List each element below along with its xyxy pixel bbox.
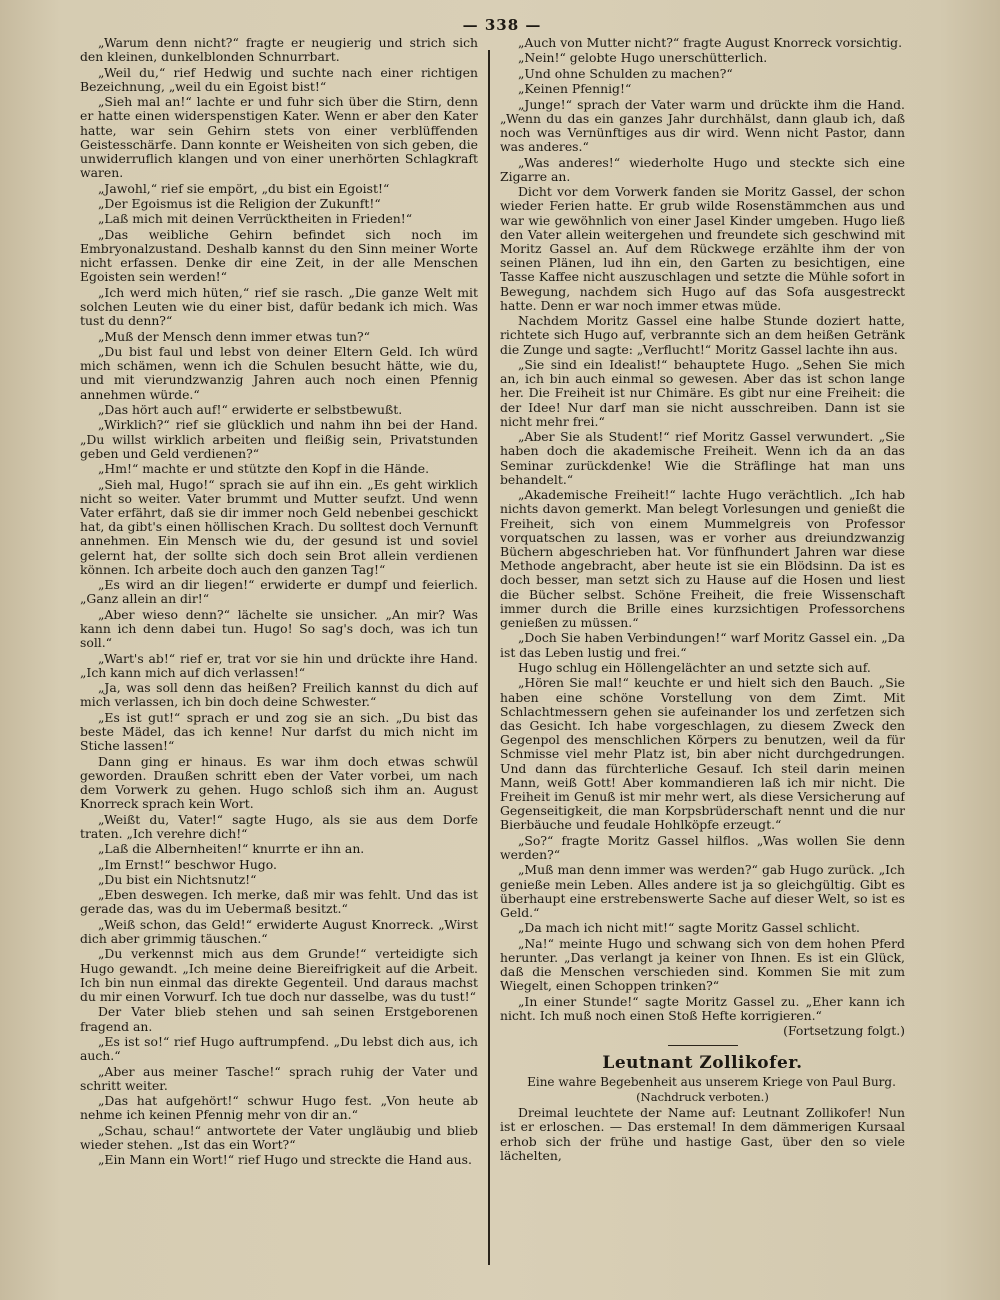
story-paragraph: „Sieh mal, Hugo!“ sprach sie auf ihn ein. „Es geht wirklich nicht so weiter. Vater brummt und Mutter seufzt. Und wenn Vater erfährt, daß sie dir immer noch Geld nebenbei geschickt hat, da gibt's einen höllischen Krach. Du solltest doch Vernunft annehmen. Ein Mensch wie du, der gesund ist und soviel gelernt hat, der sollte sich doch sein Brot allein verdienen können. Ich arbeite doch auch den ganzen Tag!“ <box>80 476 478 577</box>
story-paragraph: „Warum denn nicht?“ fragte er neugierig und strich sich den kleinen, dunkelblonden Schnurrbart. <box>80 36 478 65</box>
page-number: — 338 — <box>462 16 542 34</box>
story-paragraph: „Ja, was soll denn das heißen? Freilich kannst du dich auf mich verlassen, ich bin doch deine Schwester.“ <box>80 680 478 710</box>
story-paragraph: „Es wird an dir liegen!“ erwiderte er dumpf und feierlich. „Ganz allein an dir!“ <box>80 577 478 607</box>
article-subtitle: Eine wahre Begebenheit aus unserem Kriege von Paul Burg. <box>527 1075 896 1090</box>
story-paragraph: „Wirklich?“ rief sie glücklich und nahm ihn bei der Hand. „Du willst wirklich arbeiten und fleißig sein, Privatstunden geben und Geld verdienen?“ <box>80 417 478 461</box>
story-paragraph: Dann ging er hinaus. Es war ihm doch etwas schwül geworden. Draußen schritt eben der Vater vorbei, um nach dem Vorwerk zu gehen. Hugo schloß sich ihm an. August Knorreck sprach kein Wort. <box>80 753 478 812</box>
column-divider <box>488 50 490 1265</box>
story-paragraph: „Was anderes!“ wiederholte Hugo und steckte sich eine Zigarre an. <box>500 154 905 184</box>
story-paragraph: „Junge!“ sprach der Vater warm und drückte ihm die Hand. „Wenn du das ein ganzes Jahr durchhälst, dann glaub ich, daß noch was Vernünftiges aus dir wird. Wenn nicht Pastor, dann was anderes.“ <box>500 96 905 155</box>
story-continuation <box>500 36 905 1023</box>
story-paragraph: „Akademische Freiheit!“ lachte Hugo verächtlich. „Ich hab nichts davon gemerkt. Man belegt Vorlesungen und genießt die Freiheit, sich von einem Mummelgreis von Professor vorquatschen zu lassen, was er vorher aus dreiundzwanzig Büchern abgeschrieben hat. Vor fünfhundert Jahren war diese Methode angebracht, aber heute ist sie ein Blödsinn. Da ist es doch besser, man setzt sich zu Hause auf die Hosen und liest die Bücher selbst. Schöne Freiheit, die freie Wissenschaft immer durch die Brille eines kurzsichtigen Professorchens genießen zu müssen.“ <box>500 487 905 630</box>
story-paragraph: „Ich werd mich hüten,“ rief sie rasch. „Die ganze Welt mit solchen Leuten wie du einer bist, dafür bedank ich mich. Was tust du denn?“ <box>80 284 478 329</box>
reprint-note: (Nachdruck verboten.) <box>636 1090 769 1105</box>
story-paragraph: „Weiß schon, das Geld!“ erwiderte August Knorreck. „Wirst dich aber grimmig täuschen.“ <box>80 916 478 947</box>
story-paragraph: „Ein Mann ein Wort!“ rief Hugo und streckte die Hand aus. <box>98 1152 472 1168</box>
story-paragraph: „Im Ernst!“ beschwor Hugo. <box>98 856 277 872</box>
story-paragraph: „Das hat aufgehört!“ schwur Hugo fest. „Von heute ab nehme ich keinen Pfennig mehr von dir an.“ <box>80 1093 478 1123</box>
left-column <box>80 36 478 1286</box>
story-paragraph: „Sieh mal an!“ lachte er und fuhr sich über die Stirn, denn er hatte einen widerspenstigen Kater. Wenn er aber den Kater hatte, war sein Gehirn stets von einer verblüffenden Geistesschärfe. Dann konnte er Weisheiten von sich geben, die unwiderruflich klangen und von einer unerhörten Schlagkraft waren. <box>80 94 478 181</box>
story-paragraph: „Nein!“ gelobte Hugo unerschütterlich. <box>518 50 768 66</box>
story-paragraph: „Keinen Pfennig!“ <box>518 81 632 97</box>
section-separator <box>668 1045 738 1047</box>
story-paragraph: „Du verkennst mich aus dem Grunde!“ verteidigte sich Hugo gewandt. „Ich meine deine Biereifrigkeit auf die Arbeit. Ich bin nun einmal das direkte Gegenteil. Und daraus machst du mir einen Vorwurf. Ich tue doch nur dasselbe, was du tust!“ <box>80 946 478 1005</box>
story-paragraph: „Der Egoismus ist die Religion der Zukunft!“ <box>98 195 381 211</box>
story-paragraph: „Doch Sie haben Verbindungen!“ warf Moritz Gassel ein. „Da ist das Leben lustig und frei.“ <box>500 630 905 660</box>
story-paragraph: „Das weibliche Gehirn befindet sich noch im Embryonalzustand. Deshalb kannst du den Sinn meiner Worte nicht erfassen. Denke dir eine Zeit, in der alle Menschen Egoisten sein werden!“ <box>80 226 478 285</box>
story-paragraph: „Na!“ meinte Hugo und schwang sich von dem hohen Pferd herunter. „Das verlangt ja keiner von Ihnen. Es ist ein Glück, daß die Menschen verschieden sind. Kommen Sie mit zum Wiegelt, einen Schoppen trinken?“ <box>500 935 905 994</box>
story-paragraph: „Aber aus meiner Tasche!“ sprach ruhig der Vater und schritt weiter. <box>80 1063 478 1093</box>
story-paragraph: „Schau, schau!“ antwortete der Vater ungläubig und blieb wieder stehen. „Ist das ein Wort?“ <box>80 1122 478 1153</box>
article-title: Leutnant Zollikofer. <box>602 1053 803 1074</box>
story-paragraph: „Weißt du, Vater!“ sagte Hugo, als sie aus dem Dorfe traten. „Ich verehre dich!“ <box>80 811 478 841</box>
right-column <box>500 36 905 1286</box>
story-paragraph: „Weil du,“ rief Hedwig und suchte nach einer richtigen Bezeichnung, „weil du ein Egoist bist!“ <box>80 64 478 94</box>
story-paragraph: „Aber Sie als Student!“ rief Moritz Gassel verwundert. „Sie haben doch die akademische Freiheit. Wenn ich da an das Seminar zurückdenke! Wie die Sträflinge hat man uns behandelt.“ <box>500 429 905 487</box>
story-paragraph: Dicht vor dem Vorwerk fanden sie Moritz Gassel, der schon wieder Ferien hatte. Er grub wilde Rosenstämmchen aus und war wie gewöhnlich von einer Jasel Kinder umgeben. Hugo ließ den Vater allein weitergehen und freundete sich geschwind mit Moritz Gassel an. Auf dem Rückwege erzählte ihm der von seinen Plänen, lud ihn ein, den Garten zu besichtigen, eine Tasse Kaffee nicht auszuschlagen und setzte die Mühle sofort in Bewegung, nachdem sich Hugo auf das Sofa ausgestreckt hatte. Denn er war noch immer etwas müde. <box>500 184 905 313</box>
story-paragraph: „Laß die Albernheiten!“ knurrte er ihn an. <box>98 841 365 857</box>
story-paragraph: „In einer Stunde!“ sagte Moritz Gassel zu. „Eher kann ich nicht. Ich muß noch einen Stoß Hefte korrigieren.“ <box>500 993 905 1023</box>
story-paragraph: „Es ist so!“ rief Hugo auftrumpfend. „Du lebst dich aus, ich auch.“ <box>80 1034 478 1064</box>
story-paragraph: „Muß der Mensch denn immer etwas tun?“ <box>98 328 370 344</box>
story-paragraph: „Wart's ab!“ rief er, trat vor sie hin und drückte ihre Hand. „Ich kann mich auf dich verlassen!“ <box>80 650 478 680</box>
story-paragraph: „Auch von Mutter nicht?“ fragte August Knorreck vorsichtig. <box>518 36 903 50</box>
story-paragraph: „Sie sind ein Idealist!“ behauptete Hugo. „Sehen Sie mich an, ich bin auch einmal so gewesen. Aber das ist schon lange her. Die Freiheit ist nur Chimäre. Es gibt nur eine Freiheit: die der Idee! Nur darf man sie nicht ausschreiben. Dann ist sie nicht mehr frei.“ <box>500 356 905 429</box>
story-paragraph: „Hören Sie mal!“ keuchte er und hielt sich den Bauch. „Sie haben eine schöne Vorstellung von dem Zimt. Mit Schlachtmessern gehen sie aufeinander los und zerfetzen sich das Gesicht. Ich habe vorgeschlagen, zu diesem Zweck den Gegenpol des menschlichen Körpers zu benutzen, weil da für Schmisse viel mehr Platz ist, bin aber nicht durchgedrungen. Und dann das fürchterliche Gesauf. Ich steil darin meinen Mann, weiß Gott! Aber kommandieren laß ich mir nicht. Die Freiheit im Genuß ist mir mehr wert, als diese Versicherung auf Gegenseitigkeit, die man Korpsbrüderschaft nennt und die nur Bierbäuche und feudale Hohlköpfe erzeugt.“ <box>500 675 905 833</box>
story-paragraph: Nachdem Moritz Gassel eine halbe Stunde doziert hatte, richtete sich Hugo auf, verbrannte sich an dem heißen Getränk die Zunge und sagte: „Verflucht!“ Moritz Gassel lachte ihn aus. <box>500 313 905 357</box>
story-paragraph: „Du bist faul und lebst von deiner Eltern Geld. Ich würd mich schämen, wenn ich die Schulen besucht hätte, wie du, und mit vierundzwanzig Jahren auch noch einen Pfennig annehmen würde.“ <box>80 343 478 402</box>
article-opening: Dreimal leuchtete der Name auf: Leutnant Zollikofer! Nun ist er erloschen. — Das erstemal! In dem dämmerigen Kursaal erhob sich der frühe und hastige Gast, über den so viele lächelten, <box>500 1105 905 1163</box>
story-paragraph: „Du bist ein Nichtsnutz!“ <box>98 871 257 887</box>
story-paragraph: „Jawohl,“ rief sie empört, „du bist ein Egoist!“ <box>98 180 390 196</box>
continuation-note: (Fortsetzung folgt.) <box>783 1023 905 1039</box>
story-paragraph: „Und ohne Schulden zu machen?“ <box>518 65 733 81</box>
story-paragraph: „Eben deswegen. Ich merke, daß mir was fehlt. Und das ist gerade das, was du im Uebermaß besitzt.“ <box>80 887 478 917</box>
story-paragraph: „Es ist gut!“ sprach er und zog sie an sich. „Du bist das beste Mädel, das ich kenne! Nur darfst du mich nicht im Stiche lassen!“ <box>80 709 478 754</box>
story-paragraph: „Laß mich mit deinen Verrücktheiten in Frieden!“ <box>98 211 413 227</box>
story-paragraph: Der Vater blieb stehen und sah seinen Erstgeborenen fragend an. <box>80 1004 478 1034</box>
story-paragraph: „Aber wieso denn?“ lächelte sie unsicher. „An mir? Was kann ich denn dabei tun. Hugo! So sag's doch, was ich tun soll.“ <box>80 606 478 651</box>
story-paragraph: „Muß man denn immer was werden?“ gab Hugo zurück. „Ich genieße mein Leben. Alles andere ist ja so gleichgültig. Gibt es überhaupt eine erstrebenswerte Sache auf dieser Welt, so ist es Geld.“ <box>500 862 905 920</box>
story-paragraph: „So?“ fragte Moritz Gassel hilflos. „Was wollen Sie denn werden?“ <box>500 832 905 862</box>
story-paragraph: „Da mach ich nicht mit!“ sagte Moritz Gassel schlicht. <box>518 920 860 936</box>
story-paragraph: „Das hört auch auf!“ erwiderte er selbstbewußt. <box>98 401 403 417</box>
story-paragraph: Hugo schlug ein Höllengelächter an und setzte sich auf. <box>518 659 871 675</box>
story-paragraph: „Hm!“ machte er und stützte den Kopf in die Hände. <box>98 461 430 477</box>
